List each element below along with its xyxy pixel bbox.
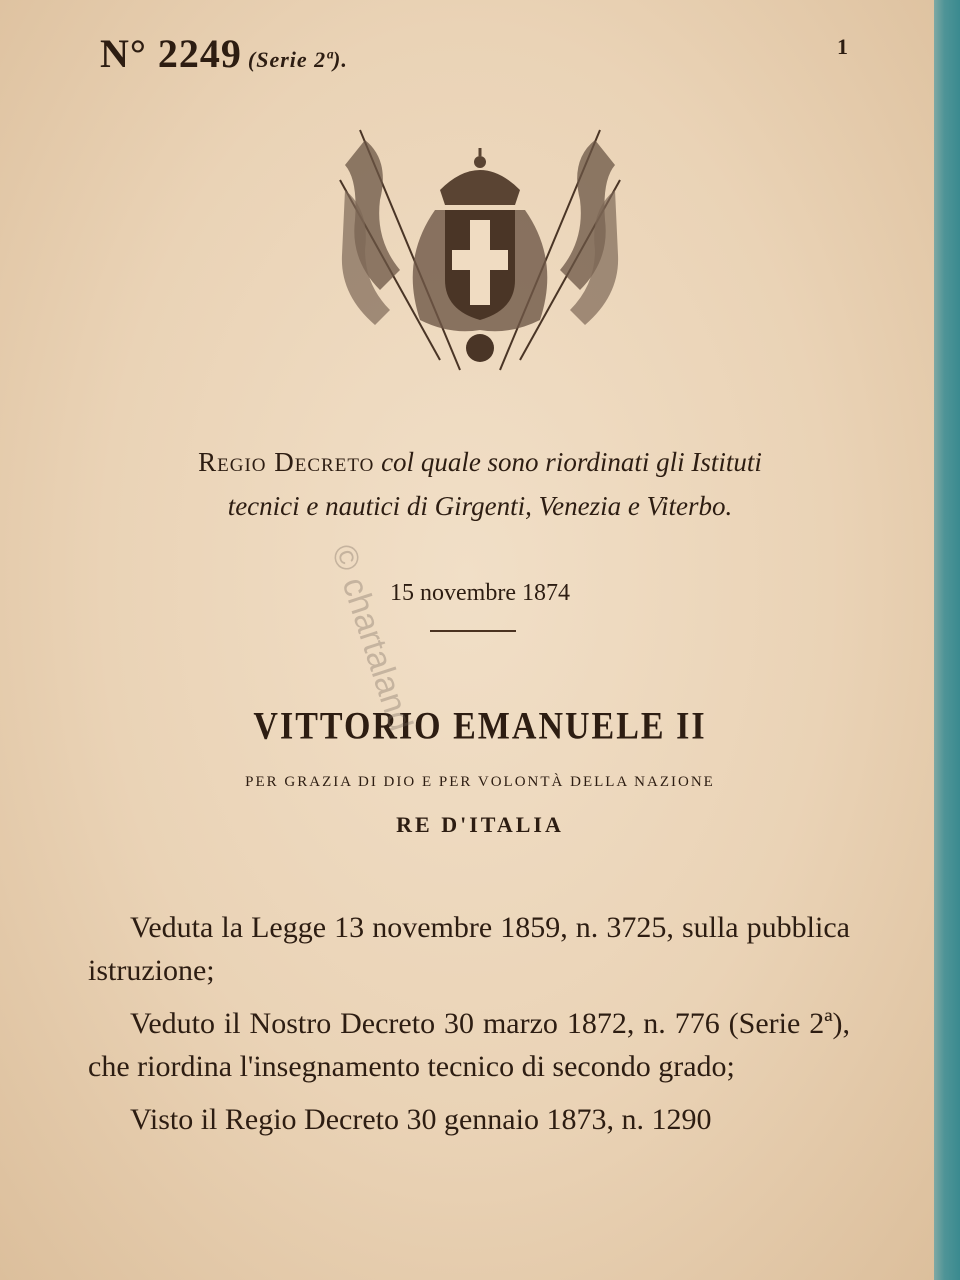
savoy-coat-of-arms-with-flags-icon bbox=[320, 120, 640, 380]
king-title: RE D'ITALIA bbox=[396, 812, 564, 837]
king-grace-line: PER GRAZIA DI DIO E PER VOLONTÀ DELLA NAZIONE bbox=[245, 774, 715, 790]
decree-title-prefix: Regio Decreto bbox=[198, 447, 375, 477]
decree-number bbox=[100, 30, 348, 77]
decree-serie: (Serie 2ª). bbox=[247, 47, 348, 72]
body-paragraph: Visto il Regio Decreto 30 gennaio 1873, n. 1290 bbox=[130, 1103, 712, 1136]
body-paragraph: Veduto il Nostro Decreto 30 marzo 1872, n. 776 (Serie 2ª), che riordina l'insegnamento tecnico di secondo grado; bbox=[88, 1007, 850, 1083]
divider bbox=[430, 630, 516, 632]
decree-title bbox=[80, 440, 880, 528]
decree-number-text: N° 2249 bbox=[100, 31, 242, 76]
decree-title-line1: col quale sono riordinati gli Istituti bbox=[374, 447, 762, 477]
watermark: © chartaland bbox=[323, 540, 420, 736]
page-edge bbox=[934, 0, 960, 1280]
page-number: 1 bbox=[837, 34, 848, 59]
king-name: VITTORIO EMANUELE II bbox=[253, 705, 707, 748]
decree-date: 15 novembre 1874 bbox=[390, 580, 570, 606]
decree-title-line2: tecnici e nautici di Girgenti, Venezia e Viterbo. bbox=[227, 491, 733, 521]
body-paragraph: Veduta la Legge 13 novembre 1859, n. 3725, sulla pubblica istruzione; bbox=[88, 911, 850, 987]
